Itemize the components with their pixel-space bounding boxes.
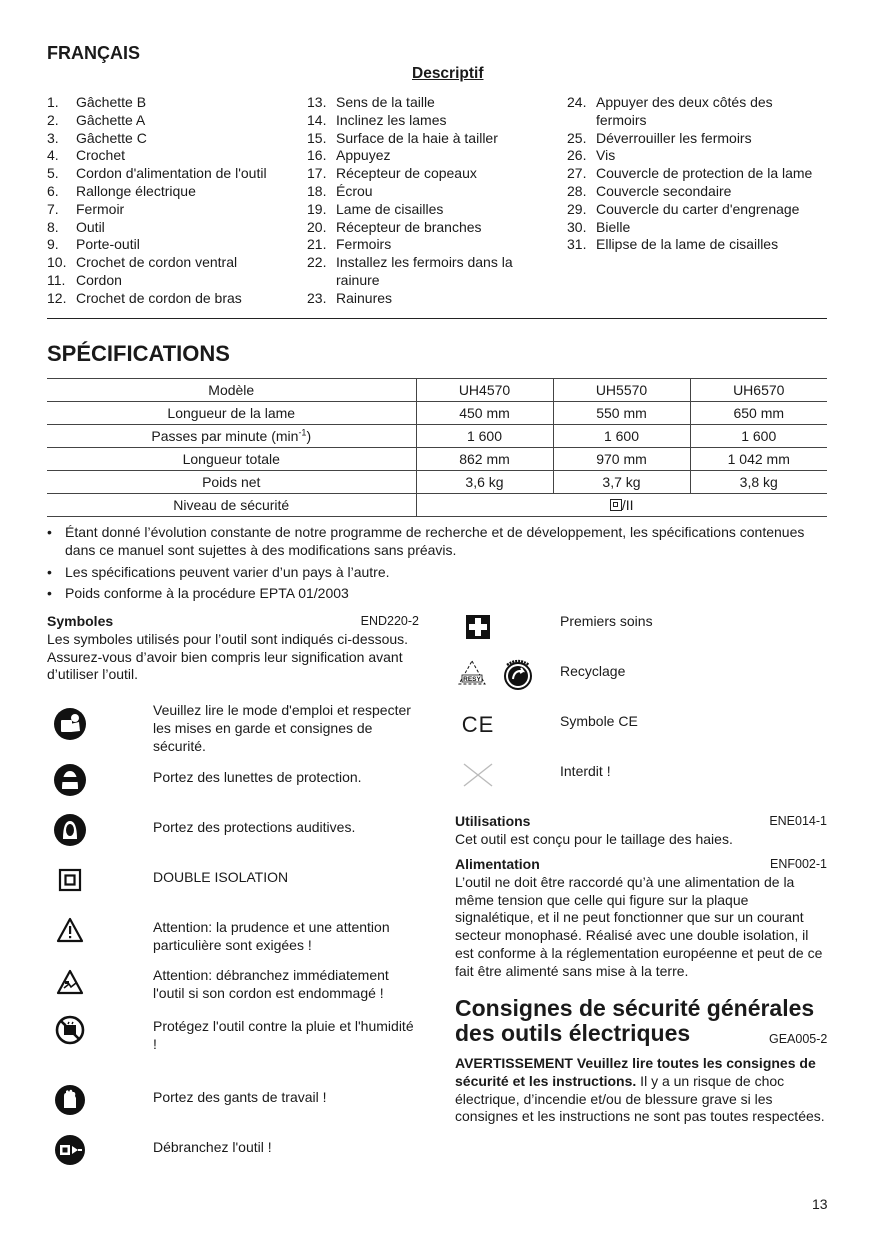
symbol-text: DOUBLE ISOLATION [153,869,289,885]
list-item [47,165,287,183]
unplug-tool-icon [47,1130,93,1170]
double-insulation-icon [610,499,622,511]
item-number: 10. [47,254,67,271]
table-cell: 1 600 [553,425,690,448]
list-item [47,94,287,112]
item-number: 9. [47,236,59,253]
item-number: 27. [567,165,587,182]
list-item [567,130,827,148]
table-row [47,402,827,425]
table-cell [416,494,827,517]
passes-close: ) [306,428,312,444]
item-label: Couvercle du carter d'engrenage [596,200,800,217]
symbol-text: Portez des lunettes de protection. [153,769,362,785]
table-cell: 3,8 kg [690,471,827,494]
list-item [307,219,547,237]
item-label: Fermoirs [336,236,392,253]
item-number: 7. [47,200,59,217]
item-label: Cordon [76,271,122,288]
item-label: Surface de la haie à tailler [336,129,498,146]
table-cell: 1 600 [690,425,827,448]
utilisations-code: ENE014-1 [769,814,827,828]
item-number: 23. [307,289,327,306]
symbols-intro: Les symboles utilisés pour l’outil sont indiqués ci-dessous. Assurez-vous d’avoir bien compris leur signification avant d’utiliser l’outil. [47,630,409,683]
unplug-damaged-cord-icon [47,962,93,1002]
list-item [47,254,287,272]
table-cell: 450 mm [416,402,553,425]
list-item [47,183,287,201]
double-insulation-icon [47,860,93,900]
item-label: Bielle [596,218,631,235]
warning-bold: AVERTISSEMENT Veuillez lire toutes les consignes de sécurité et les instructions. [455,1055,816,1089]
passes-unit-superscript: -1 [298,427,307,438]
table-row [47,425,827,448]
item-label: Porte-outil [76,236,140,253]
utilisations-text: Cet outil est conçu pour le taillage des haies. [455,830,733,847]
symbol-row [455,607,827,647]
alimentation-section [455,856,827,981]
list-item [567,147,827,165]
item-number: 19. [307,200,327,217]
list-item [567,94,827,130]
consignes-title: Consignes de sécurité générales des outils électriques [455,995,815,1046]
table-cell: Longueur totale [47,448,416,471]
table-cell: 3,7 kg [553,471,690,494]
item-number: 4. [47,147,59,164]
item-number: 5. [47,165,59,182]
item-label: Installez les fermoirs dans la rainure [336,254,513,288]
item-label: Crochet [76,147,126,164]
symbol-text: Recyclage [560,663,626,679]
list-item [307,183,547,201]
divider [47,318,827,319]
list-item [307,254,547,290]
symbol-row [455,705,827,745]
symbol-row [47,910,419,953]
list-item [307,236,547,254]
symbol-row [455,755,827,795]
item-number: 17. [307,165,327,182]
item-label: Lame de cisailles [336,200,444,217]
table-cell: UH6570 [690,379,827,402]
read-manual-icon [47,704,93,744]
item-number: 30. [567,218,587,235]
symbols-title: Symboles [47,613,114,629]
consignes-warning [455,1055,827,1126]
item-label: Inclinez les lames [336,111,447,128]
recycling-icon [455,654,535,694]
list-item [307,112,547,130]
ce-mark-icon: CE [461,712,495,738]
symbol-row [47,962,419,1002]
table-cell: 1 042 mm [690,448,827,471]
item-label: Gâchette B [76,94,147,110]
language-heading: FRANÇAIS [47,43,140,63]
list-item [567,183,827,201]
item-number: 8. [47,218,59,235]
list-item [307,201,547,219]
table-cell: 3,6 kg [416,471,553,494]
symbol-text: Débranchez l'outil ! [153,1139,272,1155]
table-row [47,379,827,402]
table-cell: 1 600 [416,425,553,448]
specifications-table [47,378,827,517]
safety-class-value: /II [621,497,634,513]
symbol-row [47,760,419,800]
table-row [47,448,827,471]
item-number: 18. [307,182,327,199]
item-number: 20. [307,218,327,235]
symbol-row [47,810,419,850]
table-cell: UH5570 [553,379,690,402]
item-label: Sens de la taille [336,94,435,110]
item-label: Couvercle de protection de la lame [596,165,813,182]
item-label: Récepteur de branches [336,218,482,235]
list-item [567,165,827,183]
symbol-text: Portez des protections auditives. [153,819,356,835]
item-label: Écrou [336,182,373,199]
list-item [307,130,547,148]
item-label: Déverrouiller les fermoirs [596,129,752,146]
list-item [307,147,547,165]
list-item [307,165,547,183]
spec-notes [47,524,827,607]
list-item [47,290,287,308]
list-item [567,201,827,219]
item-number: 3. [47,129,59,146]
item-number: 13. [307,94,327,110]
item-number: 14. [307,111,327,128]
ear-protection-icon [47,810,93,850]
item-label: Gâchette A [76,111,146,128]
list-item: • Les spécifications peuvent varier d’un pays à l’autre. [47,564,827,582]
table-cell: 862 mm [416,448,553,471]
symbol-row [47,1010,419,1050]
symbol-text: Attention: la prudence et une attention particulière sont exigées ! [153,919,390,953]
item-label: Outil [76,218,105,235]
symbol-text: Veuillez lire le mode d'emploi et respecter les mises en garde et consignes de sécurité. [153,702,411,754]
symbol-text: Premiers soins [560,613,653,629]
item-number: 2. [47,111,59,128]
list-item [47,201,287,219]
page-number: 13 [812,1196,828,1212]
item-number: 22. [307,254,327,271]
table-cell: UH4570 [416,379,553,402]
item-number: 6. [47,182,59,199]
table-cell: Poids net [47,471,416,494]
symbol-row [47,702,419,754]
alimentation-title: Alimentation [455,856,540,872]
symbol-row [47,1080,419,1120]
item-number: 12. [47,289,67,306]
list-item [567,236,827,254]
list-item [47,147,287,165]
list-item [47,236,287,254]
warning-triangle-icon [47,910,93,950]
item-label: Rallonge électrique [76,182,196,199]
item-number: 25. [567,129,587,146]
item-number: 26. [567,147,587,164]
item-label: Appuyer des deux côtés des fermoirs [596,94,773,128]
item-label: Crochet de cordon de bras [76,289,242,306]
table-cell: 970 mm [553,448,690,471]
item-label: Gâchette C [76,129,147,146]
item-label: Fermoir [76,200,125,217]
list-item [47,130,287,148]
passes-label: Passes par minute (min [151,428,299,444]
symbol-text: Symbole CE [560,713,638,729]
symbol-text: Portez des gants de travail ! [153,1089,327,1105]
descriptif-column-1 [47,94,287,308]
item-label: Cordon d'alimentation de l'outil [76,165,267,182]
eye-protection-icon [47,760,93,800]
symbol-row [47,1130,419,1170]
table-cell: Modèle [47,379,416,402]
item-number: 31. [567,236,587,253]
item-number: 24. [567,94,587,110]
table-cell: Longueur de la lame [47,402,416,425]
symbol-row [455,654,827,694]
utilisations-title: Utilisations [455,813,531,829]
list-item [47,112,287,130]
item-number: 15. [307,129,327,146]
warning-text: Il y a un risque de choc électrique, d’incendie et/ou de blessure grave si les consignes et les instructions ne sont pas toutes respectées. [455,1072,825,1125]
protect-from-rain-icon [47,1010,93,1050]
list-item [47,272,287,290]
prohibited-cross-icon [455,755,501,795]
resy-text: RESY [463,676,481,683]
descriptif-column-3 [567,94,827,254]
symbol-row [47,860,419,900]
symbol-text: Attention: débranchez immédiatement l'outil si son cordon est endommagé ! [153,967,389,1001]
list-item [47,219,287,237]
work-gloves-icon [47,1080,93,1120]
list-item [307,94,547,112]
list-item [307,290,547,308]
item-label: Rainures [336,289,393,306]
list-item: • Étant donné l’évolution constante de notre programme de recherche et de développement, les spécifications contenues dans ce manuel sont sujettes à des modifications sans préavis. [47,524,827,560]
item-label: Couvercle secondaire [596,182,732,199]
table-cell: 650 mm [690,402,827,425]
item-label: Récepteur de copeaux [336,165,477,182]
item-number: 28. [567,182,587,199]
table-row [47,471,827,494]
symbol-text: Protégez l'outil contre la pluie et l'humidité ! [153,1018,414,1052]
alimentation-code: ENF002-1 [770,857,827,871]
item-number: 1. [47,94,59,110]
item-label: Appuyez [336,147,391,164]
list-item [567,219,827,237]
table-row [47,494,827,517]
table-cell: Niveau de sécurité [47,494,416,517]
table-cell [47,425,416,448]
item-label: Vis [596,147,616,164]
item-number: 11. [47,271,66,288]
table-cell: 550 mm [553,402,690,425]
descriptif-column-2 [307,94,547,308]
symbol-text: Interdit ! [560,763,611,779]
symbols-code: END220-2 [360,614,419,628]
consignes-code: GEA005-2 [769,1032,828,1046]
alimentation-text: L’outil ne doit être raccordé qu’à une alimentation de la même tension que celle qui figure sur la plaque signalétique, et il ne peut fonctionner que sur un courant secteur monophasé. Réalisé avec une double isolation, il est conforme à la réglementation européenne et peut de ce fait être alimenté sans mise à la terre. [455,873,823,979]
item-number: 21. [307,236,327,253]
list-item: • Poids conforme à la procédure EPTA 01/2003 [47,585,827,603]
item-number: 29. [567,200,587,217]
descriptif-title: Descriptif [412,65,484,82]
item-label: Crochet de cordon ventral [76,254,238,271]
item-number: 16. [307,147,327,164]
symbols-section [47,613,419,684]
utilisations-section [455,813,827,849]
specifications-heading: SPÉCIFICATIONS [47,341,230,366]
item-label: Ellipse de la lame de cisailles [596,236,779,253]
first-aid-icon [455,607,501,647]
